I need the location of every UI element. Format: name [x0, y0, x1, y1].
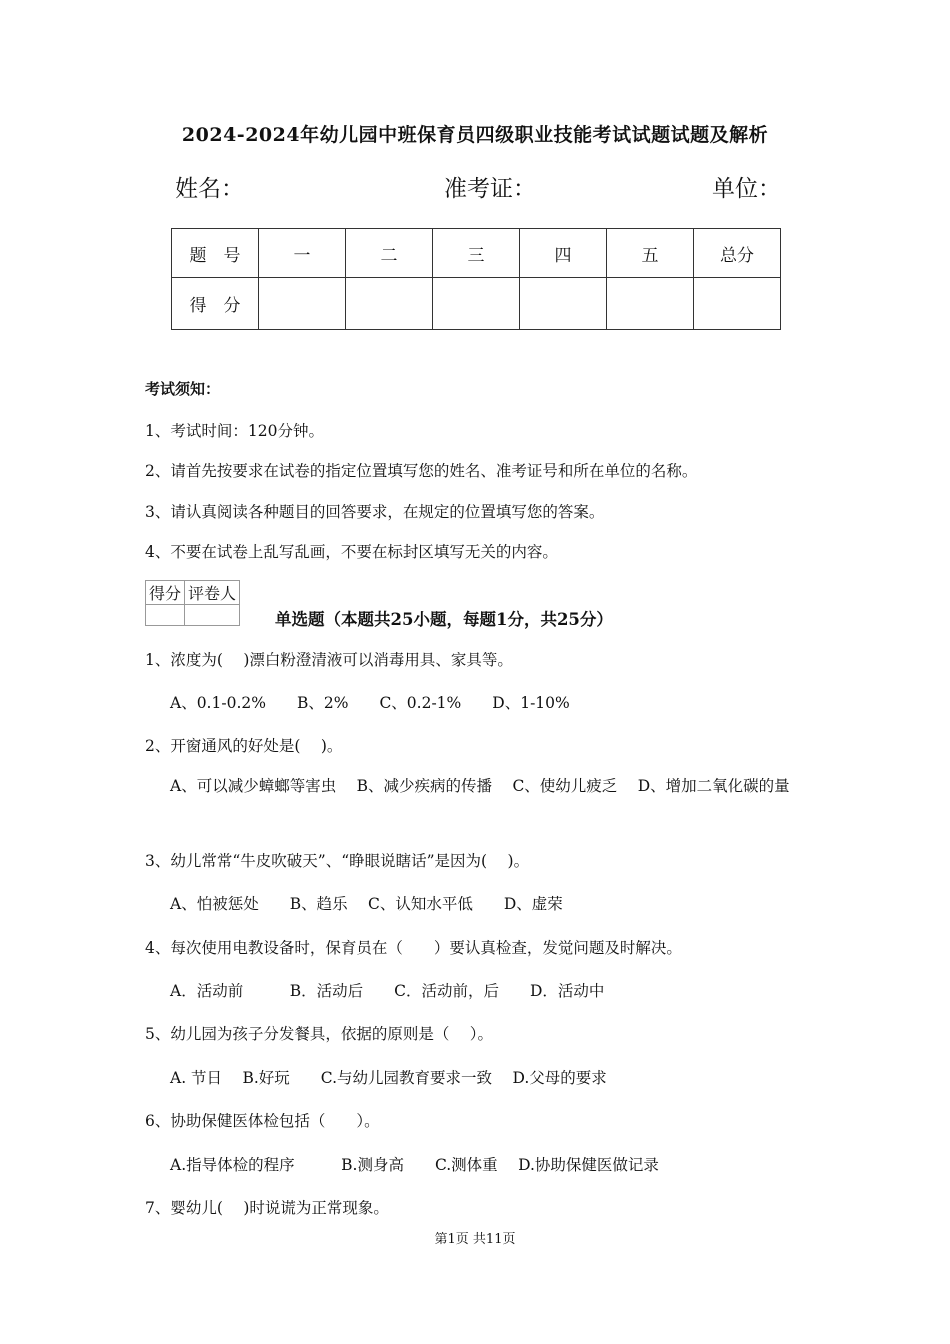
question-options: A. 节日 B.好玩 C.与幼儿园教育要求一致 D.父母的要求: [170, 1069, 607, 1087]
score-row-label: 得 分: [172, 278, 259, 330]
question-text: 3、幼儿常常“牛皮吹破天”、“睁眼说瞎话”是因为( )。: [145, 852, 530, 870]
score-cell[interactable]: [259, 278, 346, 330]
score-header-cell: 一: [259, 229, 346, 278]
question-text: 4、每次使用电教设备时，保育员在（ ）要认真检查，发觉问题及时解决。: [145, 939, 682, 957]
question-text: 7、婴幼儿( )时说谎为正常现象。: [145, 1199, 389, 1217]
score-cell[interactable]: [433, 278, 520, 330]
score-cell[interactable]: [520, 278, 607, 330]
question-options: A、可以减少蟑螂等害虫 B、减少疾病的传播 C、使幼儿疲乏 D、增加二氧化碳的量: [170, 777, 790, 795]
score-header-cell: 四: [520, 229, 607, 278]
question-options: A、0.1-0.2% B、2% C、0.2-1% D、1-10%: [170, 694, 570, 712]
page-title: 2024-2024年幼儿园中班保育员四级职业技能考试试题试题及解析: [181, 124, 769, 146]
exam-id-label: 准考证：: [444, 176, 536, 202]
notice-item: 2、请首先按要求在试卷的指定位置填写您的姓名、准考证号和所在单位的名称。: [145, 462, 698, 480]
page-footer: 第1页 共11页: [434, 1232, 516, 1247]
score-cell[interactable]: [694, 278, 781, 330]
score-table: [171, 228, 781, 330]
notice-item: 4、不要在试卷上乱写乱画，不要在标封区填写无关的内容。: [145, 543, 558, 561]
unit-label: 单位：: [712, 176, 781, 202]
score-header-cell: 三: [433, 229, 520, 278]
score-cell[interactable]: [346, 278, 433, 330]
question-text: 1、浓度为( )漂白粉澄清液可以消毒用具、家具等。: [145, 651, 513, 669]
score-header-cell: 总分: [694, 229, 781, 278]
question-options: A.指导体检的程序 B.测身高 C.测体重 D.协助保健医做记录: [170, 1156, 659, 1174]
question-text: 5、幼儿园为孩子分发餐具，依据的原则是（ ）。: [145, 1025, 494, 1043]
notice-heading: 考试须知：: [145, 380, 221, 398]
score-header-cell: 五: [607, 229, 694, 278]
name-label: 姓名：: [175, 176, 244, 202]
grader-box: [145, 580, 240, 626]
grader-score-label: 得分: [146, 581, 185, 605]
grader-reviewer-cell[interactable]: [185, 605, 240, 626]
score-cell[interactable]: [607, 278, 694, 330]
notice-item: 1、考试时间：120分钟。: [145, 422, 324, 440]
score-header-cell: 题 号: [172, 229, 259, 278]
notice-item: 3、请认真阅读各种题目的回答要求，在规定的位置填写您的答案。: [145, 503, 605, 521]
grader-reviewer-label: 评卷人: [185, 581, 240, 605]
question-options: A、怕被惩处 B、趋乐 C、认知水平低 D、虚荣: [170, 895, 563, 913]
question-text: 2、开窗通风的好处是( )。: [145, 737, 343, 755]
section-title: 单选题（本题共25小题，每题1分，共25分）: [275, 610, 613, 629]
question-text: 6、协助保健医体检包括（ ）。: [145, 1112, 380, 1130]
score-header-cell: 二: [346, 229, 433, 278]
question-options: A．活动前 B．活动后 C．活动前，后 D．活动中: [170, 982, 605, 1000]
grader-score-cell[interactable]: [146, 605, 185, 626]
